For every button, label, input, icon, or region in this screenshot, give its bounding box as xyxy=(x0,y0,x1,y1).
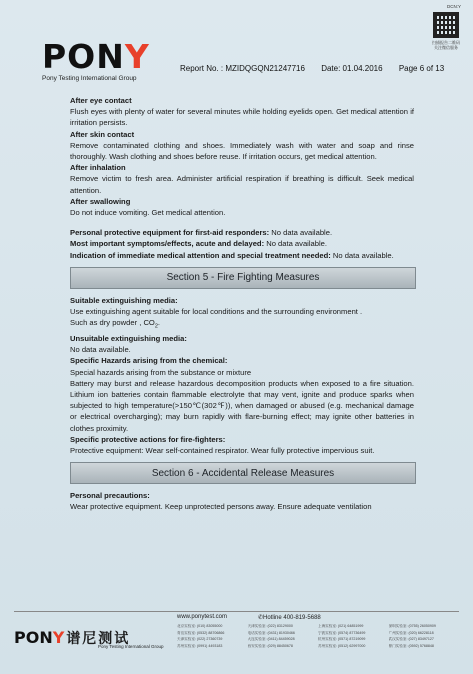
qr-caption: 扫描报告二维码 关注微信服务 xyxy=(432,40,460,50)
responder-item xyxy=(70,250,414,261)
first-aid-text: Do not induce vomiting. Get medical attention. xyxy=(70,208,226,218)
responder-item xyxy=(70,227,414,238)
unsuitable-media-heading: Unsuitable extinguishing media: xyxy=(70,333,187,343)
responder-label: Indication of immediate medical attention and special treatment needed: xyxy=(70,250,331,260)
suitable-media-heading: Suitable extinguishing media: xyxy=(70,295,178,305)
personal-precautions-text: Wear protective equipment. Keep unprotected persons away. Ensure adequate ventilation xyxy=(70,502,372,512)
protective-actions-heading: Specific protective actions for fire-fighters: xyxy=(70,434,226,444)
personal-precautions-heading: Personal precautions: xyxy=(70,491,150,501)
specific-hazards-heading: Specific Hazards arising from the chemical: xyxy=(70,356,228,366)
suitable-media-text: Use extinguishing agent suitable for local conditions and the surrounding environment . xyxy=(70,307,363,317)
footer-logo xyxy=(14,628,164,649)
responder-item xyxy=(70,238,414,249)
office-entry: 武汉实验室: (027) 83497127 xyxy=(388,637,434,642)
office-entry: 杭州实验室: (0571) 87219099 xyxy=(318,637,366,642)
logo-subtitle: Pony Testing International Group xyxy=(42,75,137,82)
office-entry: 天津实验室: (022) 27360739 xyxy=(177,637,223,642)
first-aid-text: Flush eyes with plenty of water for several minutes while holding eyelids open. Get medical attention if irritation persists. xyxy=(70,107,414,128)
section-5-header: Section 5 - Fire Fighting Measures xyxy=(70,267,416,289)
office-entry: 青岛实验室: (0532) 88706866 xyxy=(177,630,225,635)
co2-subscript: 2 xyxy=(154,323,158,330)
first-aid-heading: After inhalation xyxy=(70,163,126,173)
unsuitable-media-text: No data available. xyxy=(70,345,131,355)
suitable-media-example-suffix: . xyxy=(157,318,161,328)
office-entry: 苏州实验室: (0991) 4493183 xyxy=(177,643,223,648)
office-entry: 宁波实验室: (0574) 87736499 xyxy=(318,630,366,635)
responder-value: No data available. xyxy=(269,228,333,238)
first-aid-heading: After eye contact xyxy=(70,96,132,105)
office-entry: 电话实验室: (0431) 81930466 xyxy=(247,630,295,635)
first-aid-heading: After skin contact xyxy=(70,129,135,139)
office-entry: 深圳实验室: (0755) 26050909 xyxy=(388,624,436,628)
first-aid-text: Remove contaminated clothing and shoes. Immediately wash with water and soap and rinse thoroughly. Wash clothing and shoes before reuse. If irritation occurs, get medical attention. xyxy=(70,140,414,162)
office-entry: 天津实验室: (022) 83129000 xyxy=(247,624,293,628)
page-number: Page 6 of 13 xyxy=(398,64,445,73)
first-aid-heading: After swallowing xyxy=(70,196,131,206)
footer-website: www.ponytest.com xyxy=(177,614,228,620)
qr-code-icon xyxy=(433,12,459,38)
footer-brand-subtitle: Pony Testing International Group xyxy=(98,644,164,649)
section-6-header: Section 6 - Accidental Release Measures xyxy=(70,462,416,484)
footer-brand-cn: 谱尼测试 xyxy=(66,631,131,647)
report-date: Date: 01.04.2016 xyxy=(321,64,383,73)
report-info xyxy=(180,64,444,73)
office-entry: 上海实验室: (021) 64851999 xyxy=(318,624,364,628)
protective-actions-text: Protective equipment: Wear self-contained respirator. Wear fully protective impervious suit. xyxy=(70,446,375,455)
report-number: Report No. : MZIDQGQN21247716 xyxy=(180,64,305,73)
first-aid-text: Remove victim to fresh area. Administer artificial respiration if breathing is difficult. Seek medical attention. xyxy=(70,174,414,195)
suitable-media-example xyxy=(70,317,414,333)
office-entry: 广州实验室: (020) 66228118 xyxy=(388,630,434,635)
specific-hazards-text: Battery may burst and release hazardous decomposition products when exposed to a fire situation. Lithium ion batteries contain flammable electrolyte that may vent, ignite and produce sparks when subjected to high temperature(>150℃(302℉)), when damaged or abused (e.g. mechanical damage or electrical overcharging); may burn rapidly with flare-burning effect; may ignite other batteries in clothes proximity. xyxy=(70,378,414,433)
responders-list xyxy=(70,227,414,261)
responder-value: No data available. xyxy=(330,250,394,260)
doc-code: DCN:Y xyxy=(446,4,461,9)
responder-value: No data available. xyxy=(264,239,328,249)
office-entry: 厦门实验室: (0592) 5768848 xyxy=(388,643,434,648)
suitable-media-example-prefix: Such as dry powder , CO xyxy=(70,318,155,328)
responder-label: Personal protective equipment for first-aid responders: xyxy=(70,228,270,238)
first-aid-list xyxy=(70,95,414,218)
office-entry: 大连实验室: (0411) 84459028 xyxy=(247,637,295,642)
footer-hotline: ✆Hotline 400-819-5688 xyxy=(258,615,321,621)
logo-brand: PONY xyxy=(42,37,150,76)
pony-logo xyxy=(42,37,182,82)
specific-hazards-subtitle: Special hazards arising from the substance or mixture xyxy=(70,367,252,377)
office-entry: 西安实验室: (029) 88450678 xyxy=(247,643,293,648)
office-entry: 苏州实验室: (0512) 62997000 xyxy=(318,643,366,648)
footer-brand: PONY xyxy=(14,628,65,647)
footer-office-list xyxy=(177,624,459,649)
responder-label: Most important symptoms/effects, acute and delayed: xyxy=(70,239,265,249)
document-body xyxy=(70,95,414,513)
footer-divider xyxy=(14,611,459,612)
office-entry: 北京实验室: (010) 83055000 xyxy=(177,624,223,628)
